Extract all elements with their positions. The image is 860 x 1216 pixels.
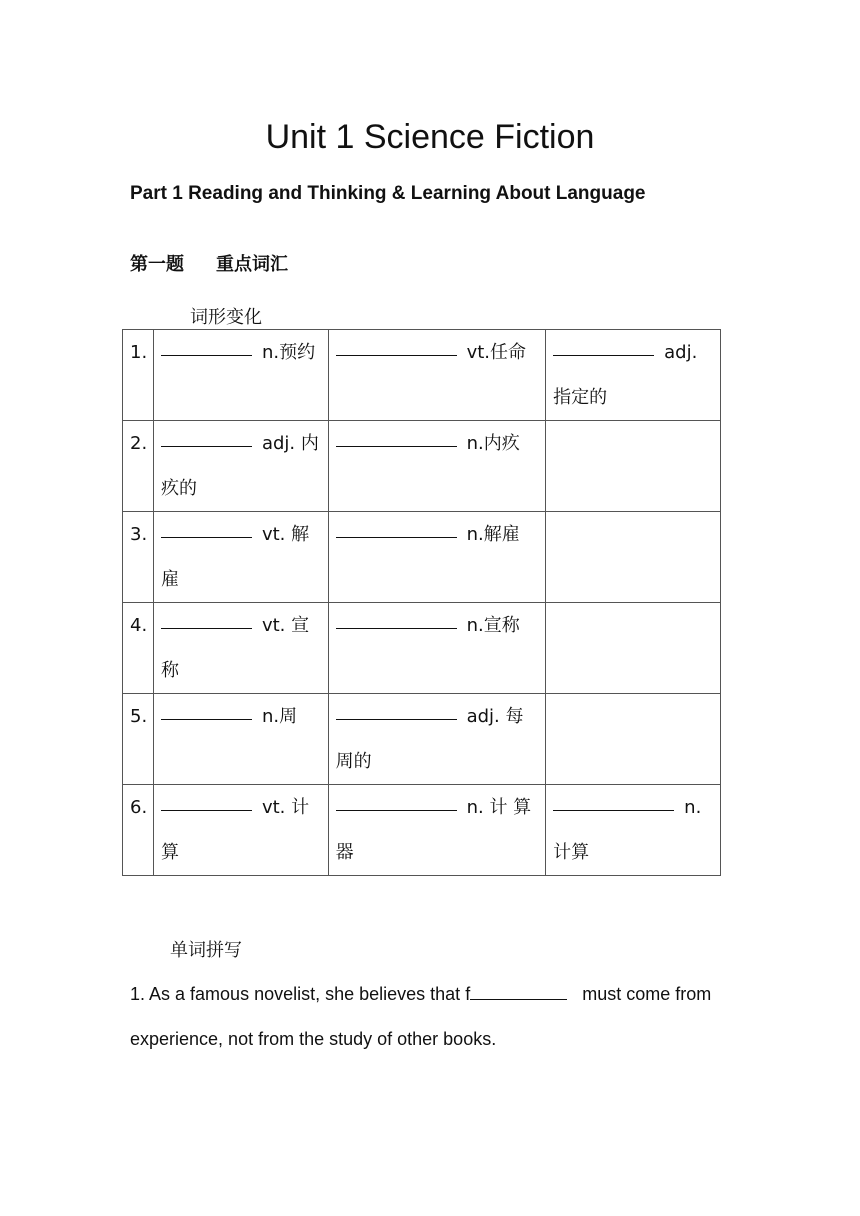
row-number: 1. xyxy=(123,330,154,421)
cell-hint: vt. 宣 xyxy=(261,615,310,636)
cell-hint: n.内疚 xyxy=(466,433,520,454)
document-title: Unit 1 Science Fiction xyxy=(265,118,595,156)
table-cell-empty xyxy=(546,512,721,603)
cell-hint: adj. xyxy=(664,342,698,363)
table-row xyxy=(123,330,721,421)
answer-blank[interactable] xyxy=(161,424,252,447)
row-number: 4. xyxy=(123,603,154,694)
question-topic: 重点词汇 xyxy=(216,254,288,275)
cell-hint: vt. 解 xyxy=(261,524,310,545)
answer-blank[interactable] xyxy=(336,424,457,447)
cell-hint-cont: 周的 xyxy=(335,751,372,772)
spelling-item-end: must come from experience, not from the study of other books. xyxy=(130,984,712,1049)
cell-hint-cont: 算 xyxy=(160,842,179,863)
cell-hint: n.预约 xyxy=(261,342,316,363)
table-cell xyxy=(328,694,546,785)
answer-blank[interactable] xyxy=(336,697,457,720)
answer-blank[interactable] xyxy=(553,788,674,811)
answer-blank[interactable] xyxy=(161,606,252,629)
answer-blank[interactable] xyxy=(470,979,567,1000)
cell-hint: adj. 内 xyxy=(261,433,319,454)
cell-hint: adj. 每 xyxy=(466,706,524,727)
table-cell xyxy=(153,785,328,876)
cell-hint: n.宣称 xyxy=(466,615,520,636)
row-number: 5. xyxy=(123,694,154,785)
table-cell xyxy=(328,785,546,876)
table-cell xyxy=(328,512,546,603)
table-cell-empty xyxy=(546,694,721,785)
answer-blank[interactable] xyxy=(336,788,457,811)
spelling-item-start: 1. As a famous novelist, she believes that f xyxy=(130,984,471,1004)
cell-hint-cont: 疚的 xyxy=(160,478,197,499)
table-cell xyxy=(328,421,546,512)
table-row xyxy=(123,603,721,694)
cell-hint: n. xyxy=(684,797,702,818)
cell-hint-cont: 指定的 xyxy=(553,387,608,408)
table-cell xyxy=(546,330,721,421)
cell-hint: n.解雇 xyxy=(466,524,520,545)
question-heading xyxy=(130,250,288,276)
row-number: 6. xyxy=(123,785,154,876)
table-cell xyxy=(328,330,546,421)
part-heading: Part 1 Reading and Thinking & Learning About Language xyxy=(130,183,646,204)
answer-blank[interactable] xyxy=(161,788,252,811)
table-row xyxy=(123,421,721,512)
answer-blank[interactable] xyxy=(336,515,457,538)
table-cell-empty xyxy=(546,421,721,512)
cell-hint-cont: 称 xyxy=(160,660,179,681)
cell-hint: vt. 计 xyxy=(261,797,310,818)
table-cell xyxy=(153,421,328,512)
row-number: 3. xyxy=(123,512,154,603)
table-cell-empty xyxy=(546,603,721,694)
section-label-spelling: 单词拼写 xyxy=(170,940,242,961)
table-row xyxy=(123,785,721,876)
answer-blank[interactable] xyxy=(336,606,457,629)
answer-blank[interactable] xyxy=(161,333,252,356)
cell-hint-cont: 雇 xyxy=(160,569,179,590)
answer-blank[interactable] xyxy=(336,333,457,356)
table-cell xyxy=(153,694,328,785)
section-label-word-forms: 词形变化 xyxy=(190,307,262,328)
table-cell xyxy=(153,330,328,421)
word-forms-table xyxy=(122,329,721,876)
answer-blank[interactable] xyxy=(161,515,252,538)
table-cell xyxy=(546,785,721,876)
cell-hint: n. 计 算 xyxy=(466,797,532,818)
cell-hint-cont: 计算 xyxy=(553,842,590,863)
cell-hint: vt.任命 xyxy=(466,342,527,363)
table-row xyxy=(123,694,721,785)
table-cell xyxy=(153,603,328,694)
answer-blank[interactable] xyxy=(161,697,252,720)
cell-hint: n.周 xyxy=(261,706,298,727)
answer-blank[interactable] xyxy=(553,333,654,356)
question-number: 第一题 xyxy=(130,254,184,275)
table-cell xyxy=(153,512,328,603)
table-row xyxy=(123,512,721,603)
row-number: 2. xyxy=(123,421,154,512)
cell-hint-cont: 器 xyxy=(335,842,354,863)
spelling-item xyxy=(130,972,740,1062)
table-cell xyxy=(328,603,546,694)
